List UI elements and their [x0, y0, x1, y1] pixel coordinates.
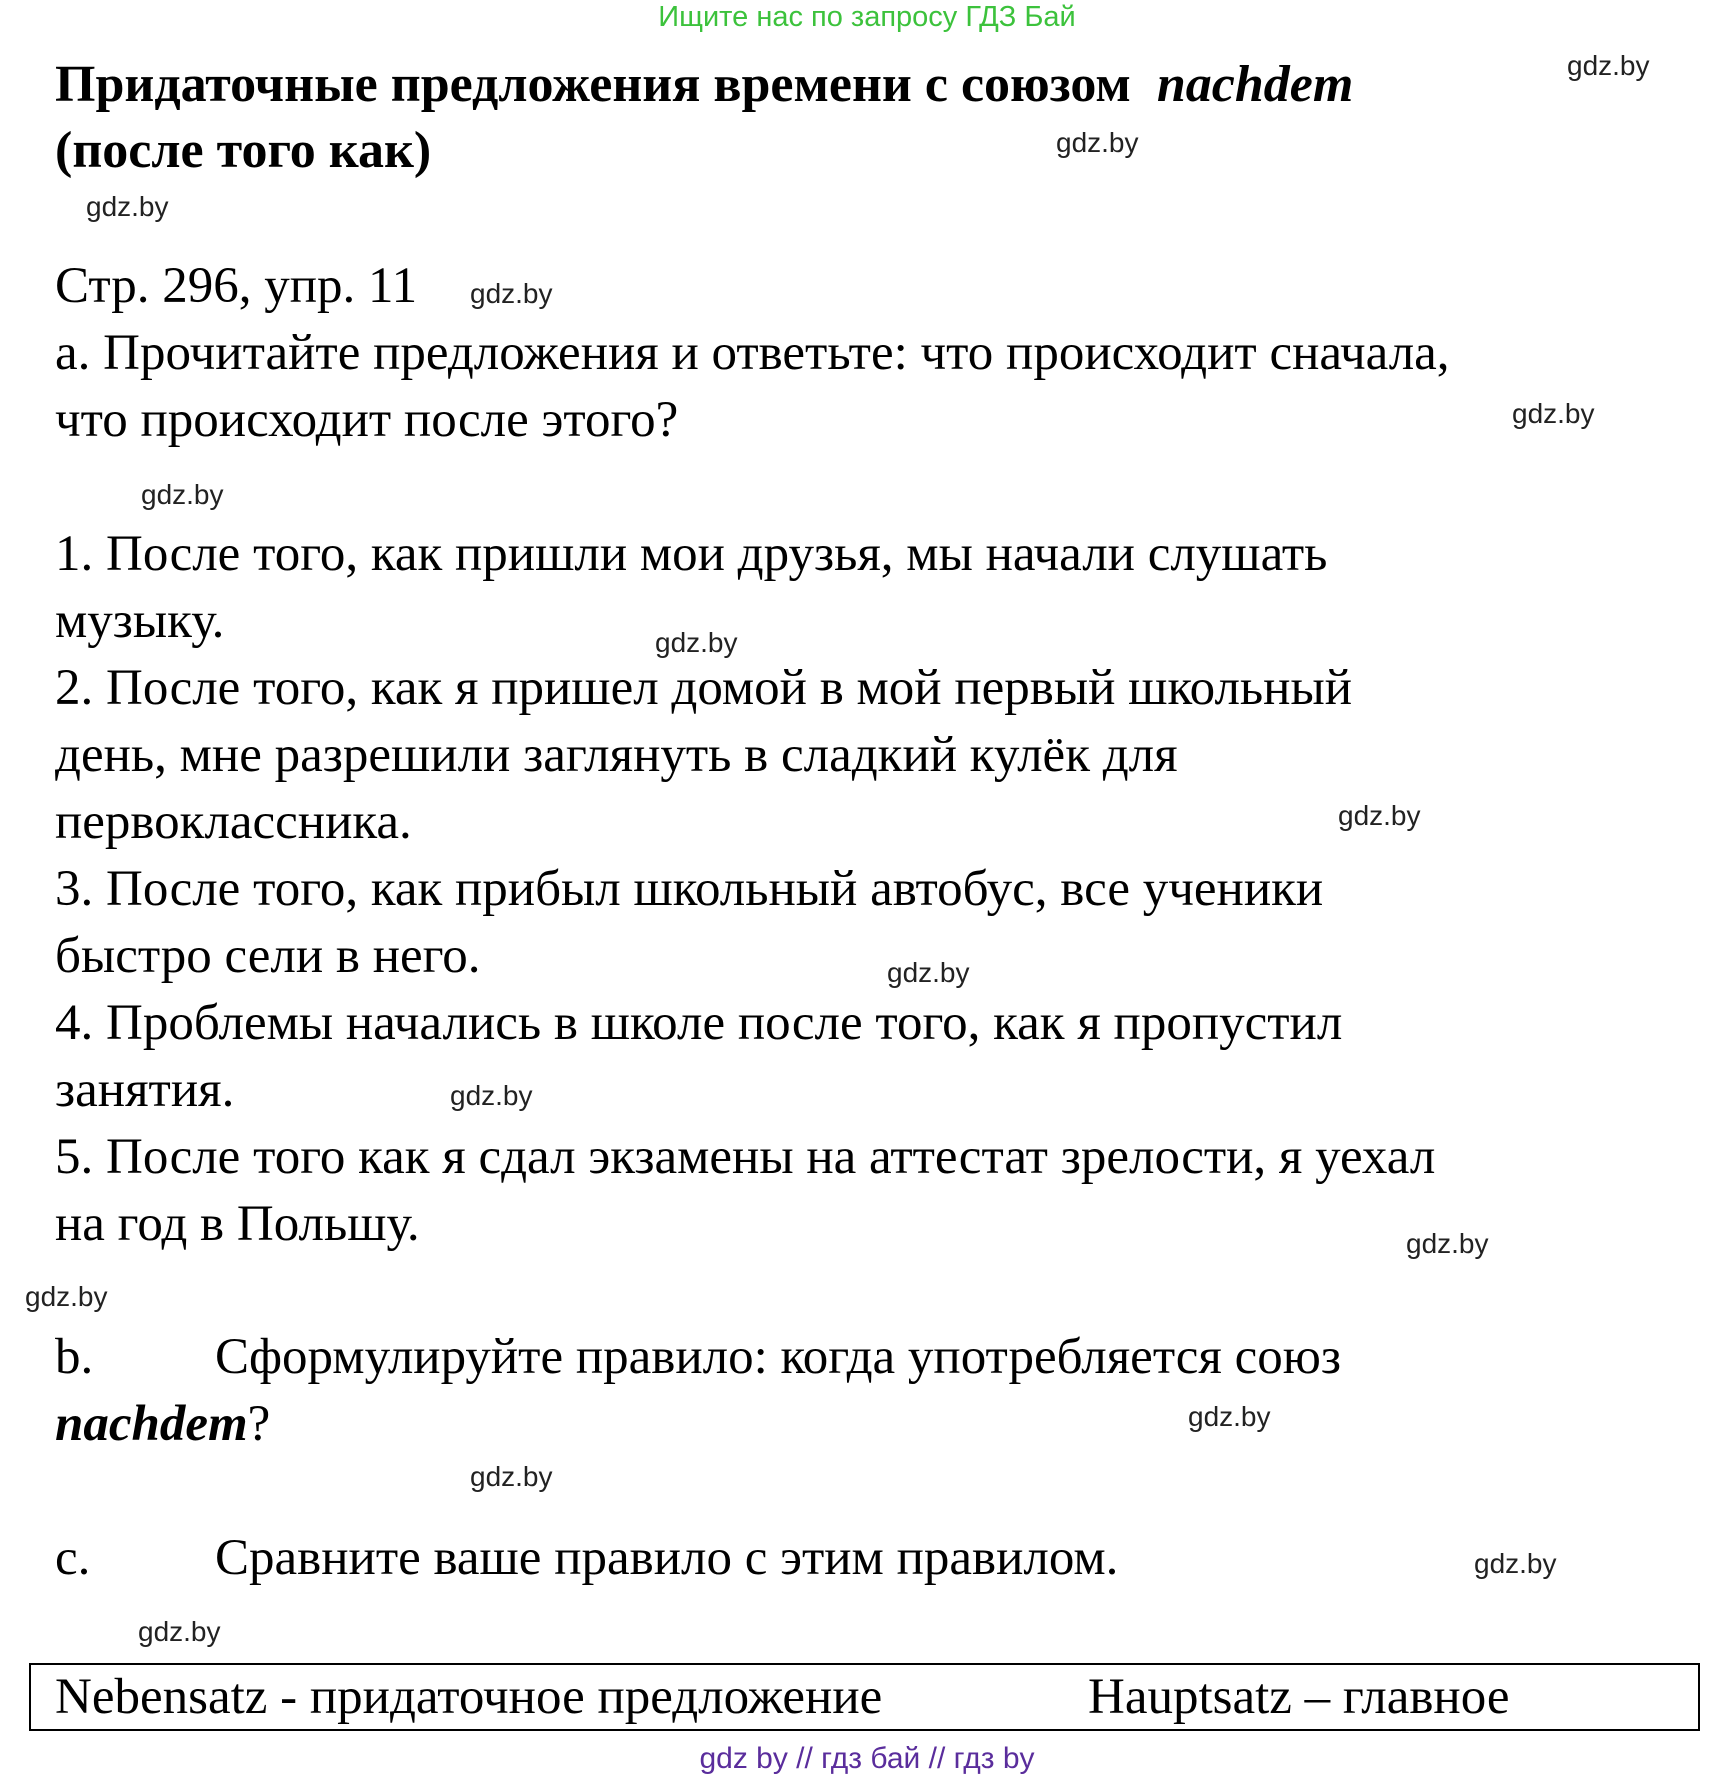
watermark: gdz.by — [1406, 1228, 1489, 1259]
watermark: gdz.by — [1512, 398, 1595, 429]
sentence-line: на год в Польшу. — [55, 1196, 420, 1252]
task-b-keyword: nachdem — [55, 1396, 248, 1452]
footer-links: gdz by // гдз бай // гдз by — [699, 1742, 1035, 1775]
task-a-line-1: a. Прочитайте предложения и ответьте: что происходит сначала, — [55, 325, 1450, 381]
watermark: gdz.by — [470, 278, 553, 309]
sentence-line: 4. Проблемы начались в школе после того, как я пропустил — [55, 995, 1343, 1051]
sentence-line: 5. После того как я сдал экзамены на аттестат зрелости, я уехал — [55, 1129, 1436, 1185]
watermark: gdz.by — [138, 1616, 221, 1647]
top-banner: Ищите нас по запросу ГДЗ Бай — [658, 1, 1076, 33]
page-title — [55, 52, 1353, 184]
sentence-line: музыку. — [55, 593, 225, 649]
rule-table — [29, 1663, 1700, 1731]
title-line-1 — [55, 52, 1353, 118]
sentence-line: 3. После того, как прибыл школьный автобус, все ученики — [55, 861, 1324, 917]
watermark: gdz.by — [141, 479, 224, 510]
task-b-question-mark: ? — [247, 1396, 271, 1452]
watermark: gdz.by — [1338, 800, 1421, 831]
title-keyword: nachdem — [1156, 56, 1354, 113]
watermark: gdz.by — [450, 1080, 533, 1111]
task-c-letter: c. — [55, 1530, 91, 1586]
watermark: gdz.by — [1567, 50, 1650, 81]
sentence-line: занятия. — [55, 1062, 235, 1118]
exercise-reference: Стр. 296, упр. 11 — [55, 258, 418, 314]
table-cell-hauptsatz: Hauptsatz – главное — [1088, 1669, 1510, 1725]
task-a-line-2: что происходит после этого? — [55, 392, 679, 448]
watermark: gdz.by — [1474, 1548, 1557, 1579]
watermark: gdz.by — [655, 627, 738, 658]
watermark: gdz.by — [1188, 1401, 1271, 1432]
title-line-2: (после того как) — [55, 122, 432, 179]
watermark: gdz.by — [470, 1461, 553, 1492]
sentence-line: 1. После того, как пришли мои друзья, мы начали слушать — [55, 526, 1328, 582]
title-prefix: Придаточные предложения времени с союзом — [55, 56, 1131, 113]
task-b-keyword-line — [55, 1391, 270, 1457]
sentence-line: быстро сели в него. — [55, 928, 481, 984]
task-b-text: Сформулируйте правило: когда употребляется союз — [215, 1329, 1341, 1385]
watermark: gdz.by — [25, 1281, 108, 1312]
watermark: gdz.by — [86, 191, 169, 222]
task-c-text: Сравните ваше правило с этим правилом. — [215, 1530, 1119, 1586]
table-cell-nebensatz: Nebensatz - придаточное предложение — [55, 1669, 883, 1725]
sentence-line: 2. После того, как я пришел домой в мой первый школьный — [55, 660, 1353, 716]
sentence-line: первоклассника. — [55, 794, 412, 850]
task-b-letter: b. — [55, 1329, 94, 1385]
watermark: gdz.by — [887, 957, 970, 988]
watermark: gdz.by — [1056, 127, 1139, 158]
sentence-line: день, мне разрешили заглянуть в сладкий кулёк для — [55, 727, 1178, 783]
